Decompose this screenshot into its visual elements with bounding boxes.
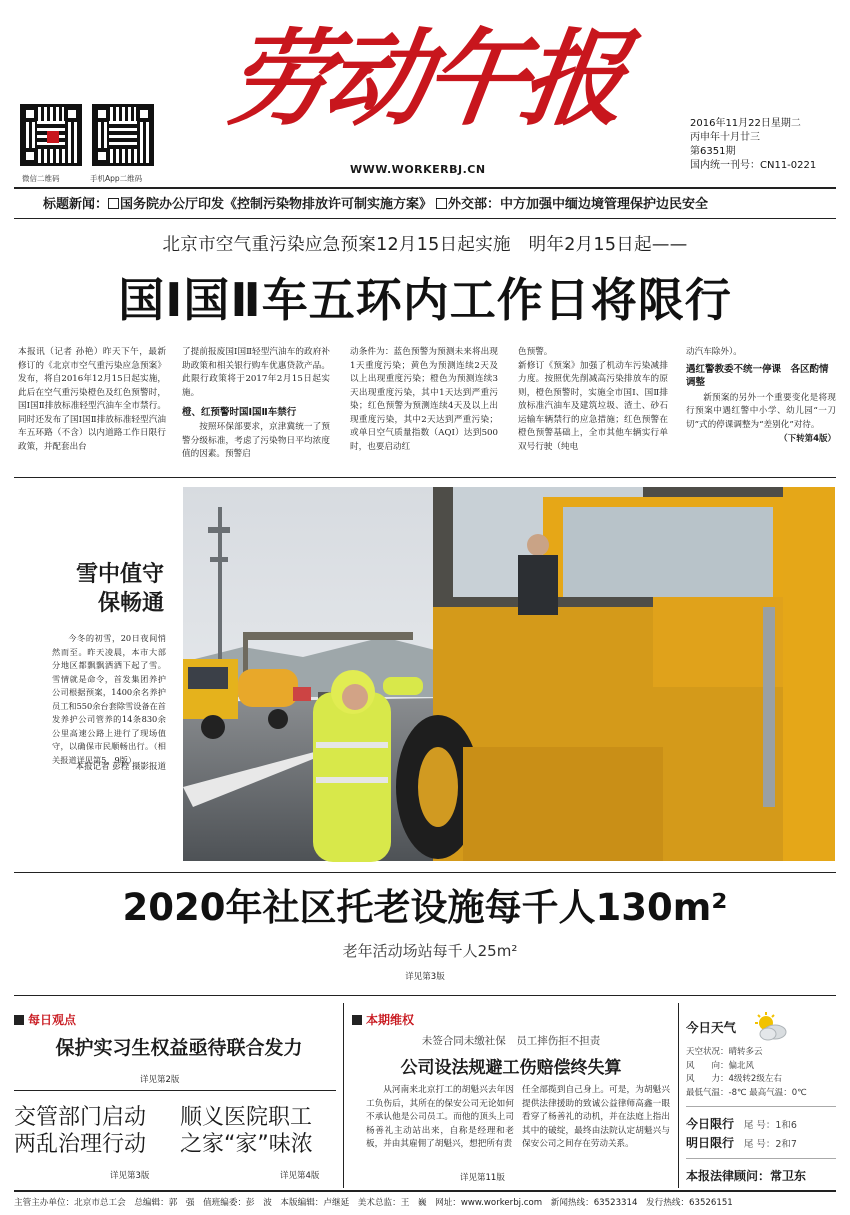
opinion-jump[interactable]: 详见第2版	[140, 1075, 180, 1085]
app-qr-code[interactable]	[92, 104, 154, 166]
weather-panel	[686, 1010, 836, 1100]
opinion-tag-label: 每日观点	[28, 1013, 77, 1027]
lead-column-3: 动条件为：蓝色预警为预测未来将出现1天重度污染；黄色为预测连续2天及以上出现重度污染；橙色为预测连续3天出现重度污染，其中1天达到严重污染；红色预警为预测连续4天及以上出现重度污染，其中2天达到严重污染；或单日空气质量指数（AQI）达到500时，也要启动红	[350, 347, 498, 452]
teaser-hospital-jump[interactable]: 详见第4版	[280, 1171, 320, 1181]
teaser-traffic-line-2: 两乱治理行动	[14, 1132, 147, 1157]
issue-number: 第6351期	[690, 146, 736, 157]
today-restriction-value: 尾 号：1和6	[743, 1120, 797, 1131]
tomorrow-restriction-value: 尾 号：2和7	[743, 1139, 797, 1150]
weather-row-value: 偏北风	[728, 1060, 755, 1071]
rights-tag	[352, 1011, 414, 1028]
weather-row	[686, 1087, 836, 1101]
weather-row-key: 最低气温：	[686, 1087, 729, 1098]
tomorrow-restriction-label: 明日限行	[686, 1136, 735, 1150]
checkbox-icon	[436, 198, 447, 209]
newspaper-logo[interactable]: 劳动午报	[219, 17, 629, 140]
wechat-qr-label: 微信二维码	[22, 174, 60, 183]
weather-row-key: 风 向：	[686, 1060, 729, 1071]
lead-column-5	[686, 346, 836, 472]
weather-row-value: -8℃ 最高气温：0℃	[728, 1087, 807, 1098]
lead-column-4: 色预警。 新修订《预案》加强了机动车污染减排力度。按照优先削减高污染排放车的原则，橙色预警时，实施全市国Ⅰ、国Ⅱ排放标准汽油车及建筑垃圾、渣土、砂石运输车辆禁行的应急措施；红色预警在橙色预警基础上，全市其他车辆实行单双号行驶（纯电	[518, 347, 668, 452]
headline-news-item-1[interactable]: 国务院办公厅印发《控制污染物排放许可制实施方案》	[120, 197, 433, 212]
partly-cloudy-icon	[754, 1012, 788, 1042]
lead-column-1	[18, 346, 166, 472]
lead-subhead-warning: 橙、红预警时国Ⅰ国Ⅱ车禁行	[182, 407, 297, 418]
headline-news-item-2[interactable]: 外交部：中方加强中缅边境管理保护边民安全	[448, 197, 709, 212]
headline-news-label: 标题新闻：	[43, 197, 109, 212]
second-subhead: 老年活动场站每千人25m²	[342, 942, 518, 960]
app-qr-label: 手机App二维码	[90, 174, 143, 183]
issue-date: 2016年11月22日星期二	[690, 118, 801, 129]
rights-column-2: 任全部揽到自己身上。可是，为胡魁兴提供法律援助的致诚公益律师高鑫一眼看穿了杨善礼的动机，并在法庭上指出其中的破绽，最终由法院认定胡魁兴与保安公司之间存在劳动关系。	[522, 1085, 670, 1149]
snow-duty-photo[interactable]	[183, 487, 835, 861]
rights-column-1: 从河南来北京打工的胡魁兴去年因工负伤后，其所在的保安公司无论如何不承认他是公司员工。而他的顶头上司杨善礼主动站出来，自称是经理和老板，并由其雇佣了胡魁兴，想把所有责	[366, 1085, 514, 1149]
teaser-hospital[interactable]	[180, 1104, 340, 1158]
masthead	[0, 0, 850, 190]
wechat-qr-code[interactable]	[20, 104, 82, 166]
weather-row-value: 晴转多云	[728, 1047, 763, 1057]
snow-duty-photo-svg	[183, 487, 835, 861]
lunar-date: 丙申年十月廿三	[690, 132, 760, 143]
second-headline[interactable]: 2020年社区托老设施每千人130m²	[122, 886, 728, 929]
teaser-hospital-line-2: 之家“家”味浓	[180, 1132, 313, 1157]
weather-row	[686, 1073, 836, 1087]
photo-caption: 今冬的初雪，20日夜间悄然而至。昨天凌晨，本市大部分地区都飘飘洒洒下起了雪。雪情就是命令，首发集团养护公司根据预案，1400余名养护员工和550余台套除雪设备在首发养护公司管养的14条830余公里高速公路上进行了现场值守，以确保市民顺畅出行。（相关报道详见第5、9版）	[52, 633, 166, 765]
lead-jump[interactable]: （下转第4版）	[779, 433, 836, 444]
weather-title-text: 今日天气	[686, 1020, 737, 1035]
lead-subhead-school: 遇红警教委不统一停课 各区酌情调整	[686, 363, 829, 388]
legal-advisor-name: 常卫东	[770, 1169, 807, 1183]
bullet-square-icon	[14, 1015, 24, 1025]
photo-headline-line-2: 保畅通	[97, 591, 164, 616]
weather-title	[686, 1010, 836, 1046]
checkbox-icon	[108, 198, 119, 209]
legal-advisor-label: 本报法律顾问：	[686, 1169, 771, 1183]
weather-row	[686, 1060, 836, 1074]
opinion-headline[interactable]: 保护实习生权益亟待联合发力	[55, 1037, 303, 1059]
issue-info	[690, 117, 816, 173]
lead-column-2-text: 了提前报废国Ⅰ国Ⅱ轻型汽油车的政府补助政策和相关银行购车优惠贷款产品。此限行政策将于2017年2月15日起实施。	[182, 347, 330, 398]
weather-rows	[686, 1046, 836, 1100]
rights-kicker: 未签合同未缴社保 员工摔伤拒不担责	[421, 1035, 601, 1047]
bullet-square-icon	[352, 1015, 362, 1025]
footer-credits: 主管主办单位：北京市总工会 总编辑：郭 强 值班编委：彭 波 本版编辑：卢继延 美术总监：王 巍 网址：www.workerbj.com 新闻热线：63523314 发行热线：63526151	[14, 1198, 733, 1208]
website-url[interactable]: WWW.WORKERBJ.CN	[350, 163, 486, 176]
teaser-traffic[interactable]	[14, 1104, 174, 1158]
lead-column-5-text: 新预案的另外一个重要变化是将现行预案中遇红警中小学、幼儿园“一刀切”式的停课调整为“差别化”对待。	[686, 392, 836, 430]
teaser-traffic-jump[interactable]: 详见第3版	[110, 1171, 150, 1181]
weather-row-key: 天空状况：	[686, 1047, 729, 1057]
lead-column-5-top: 动汽车除外）。	[686, 347, 742, 357]
rights-headline[interactable]: 公司设法规避工伤赔偿终失算	[400, 1058, 622, 1078]
lead-column-2b-text: 按照环保部要求，京津冀统一了预警分级标准，考虑了污染物日平均浓度值的因素。预警启	[182, 422, 330, 459]
today-restriction-label: 今日限行	[686, 1117, 735, 1131]
lead-headline[interactable]: 国Ⅰ国Ⅱ车五环内工作日将限行	[118, 273, 732, 327]
photo-credit: 本报记者 彭程 摄影报道	[75, 762, 166, 772]
today-restriction	[686, 1115, 797, 1132]
teaser-hospital-line-1: 顺义医院职工	[180, 1105, 313, 1130]
second-jump[interactable]: 详见第3版	[405, 972, 445, 982]
rights-tag-label: 本期维权	[366, 1013, 415, 1027]
legal-advisor	[686, 1167, 806, 1184]
weather-row-value: 4级转2级左右	[728, 1074, 782, 1084]
lead-kicker[interactable]: 北京市空气重污染应急预案12月15日起实施 明年2月15日起——	[162, 235, 688, 255]
photo-headline-line-1: 雪中值守	[75, 562, 164, 587]
rights-jump[interactable]: 详见第11版	[460, 1173, 505, 1183]
opinion-tag	[14, 1011, 76, 1028]
photo-headline[interactable]	[14, 560, 164, 618]
publication-number: 国内统一刊号：CN11-0221	[690, 160, 817, 171]
headline-news-bar	[43, 193, 843, 212]
tomorrow-restriction	[686, 1134, 797, 1151]
weather-row-key: 风 力：	[686, 1074, 729, 1084]
weather-row	[686, 1046, 836, 1060]
teaser-traffic-line-1: 交管部门启动	[14, 1105, 147, 1130]
lead-column-2	[182, 346, 330, 472]
lead-column-1-text: 本报讯（记者 孙艳）昨天下午，最新修订的《北京市空气重污染应急预案》发布，将自2016年12月15日起实施，此后在空气重污染橙色及红色预警时，国Ⅰ国Ⅱ排放标准轻型汽油车全市禁行。同时还发布了国Ⅰ国Ⅱ排放标准轻型汽油车五环路（不含）以内道路工作日限行政策，并配套出台	[18, 347, 166, 452]
